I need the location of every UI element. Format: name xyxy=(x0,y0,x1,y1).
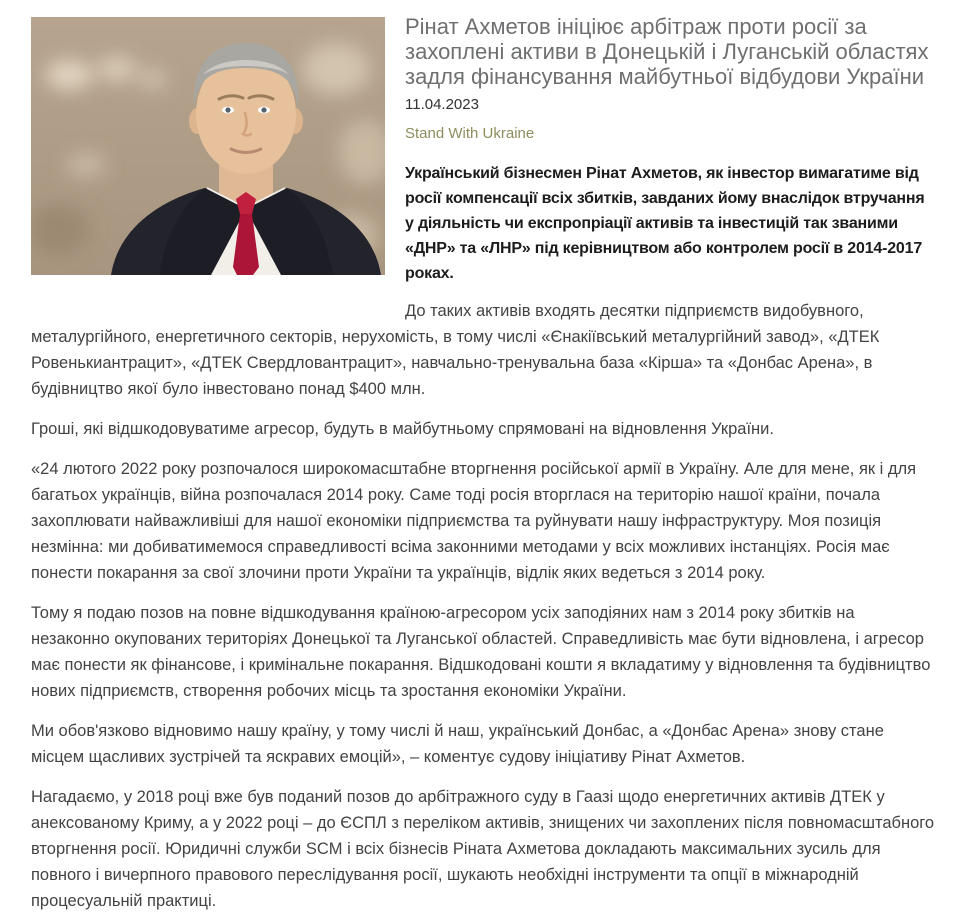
article-paragraph: До таких активів входять десятки підприємств видобувного, металургійного, енергетичного секторів, нерухомість, в тому числі «Єнакіївський металургійний завод», «ДТЕК Ровенькиантрацит», «ДТЕК Свердловантрацит», навчально-тренувальна база «Кірша» та «Донбас Арена», в будівництво якої було інвестовано понад $400 млн. xyxy=(31,302,880,398)
article-lead: Український бізнесмен Рінат Ахметов, як інвестор вимагатиме від росії компенсації всіх збитків, завданих йому внаслідок втручання у діяльність чи експропріації активів та інвестицій так званими «ДНР» та «ЛНР» під керівництвом або контролем росії в 2014-2017 роках. xyxy=(405,165,925,282)
article-tag-link[interactable]: Stand With Ukraine xyxy=(405,125,535,142)
page-title: Рінат Ахметов ініціює арбітраж проти росії за захоплені активи в Донецькій і Луганській областях задля фінансування майбутньої відбудови України xyxy=(405,14,929,89)
article-paragraph: «24 лютого 2022 року розпочалося широкомасштабне вторгнення російської армії в Україну. Але для мене, як і для багатьох українців, війна розпочалася 2014 року. Саме тоді росія вторглася на територію нашої країни, почала захоплювати найважливіші для нашої економіки підприємства та руйнувати нашу інфраструктуру. Моя позиція незмінна: ми добиватимемося справедливості всіма законними методами у всіх можливих інстанціях. Росія має понести покарання за свої злочини проти України та українців, відлік яких ведеться з 2014 року. xyxy=(31,460,917,582)
article-body xyxy=(31,298,936,914)
article-date: 11.04.2023 xyxy=(405,96,479,113)
article-photo xyxy=(31,17,385,275)
article-paragraph: Гроші, які відшкодовуватиме агресор, будуть в майбутньому спрямовані на відновлення України. xyxy=(31,420,774,438)
article-paragraph: Тому я подаю позов на повне відшкодування країною-агресором усіх заподіяних нам з 2014 року збитків на незаконно окупованих територіях Донецької та Луганської областей. Справедливість має бути відновлена, і агресор має понести як фінансове, і кримінальне покарання. Відшкодовані кошти я вкладатиму у відновлення та будівництво нових підприємств, створення робочих місць та зростання економіки України. xyxy=(31,604,931,700)
article-paragraph: Нагадаємо, у 2018 році вже був поданий позов до арбітражного суду в Гаазі щодо енергетичних активів ДТЕК у анексованому Криму, а у 2022 році – до ЄСПЛ з переліком активів, знищених чи захоплених після повномасштабного вторгнення росії. Юридичні служби SCM і всіх бізнесів Ріната Ахметова докладають максимальних зусиль для повного і вичерпного правового переслідування росії, шукають необхідні інструменти та опції в міжнародній процесуальній практиці. xyxy=(31,788,935,910)
article-paragraph: Ми обов'язково відновимо нашу країну, у тому числі й наш, український Донбас, а «Донбас Арена» знову стане місцем щасливих зустрічей та яскравих емоцій», – коментує судову ініціативу Рінат Ахметов. xyxy=(31,722,884,766)
portrait-photo xyxy=(31,17,385,275)
